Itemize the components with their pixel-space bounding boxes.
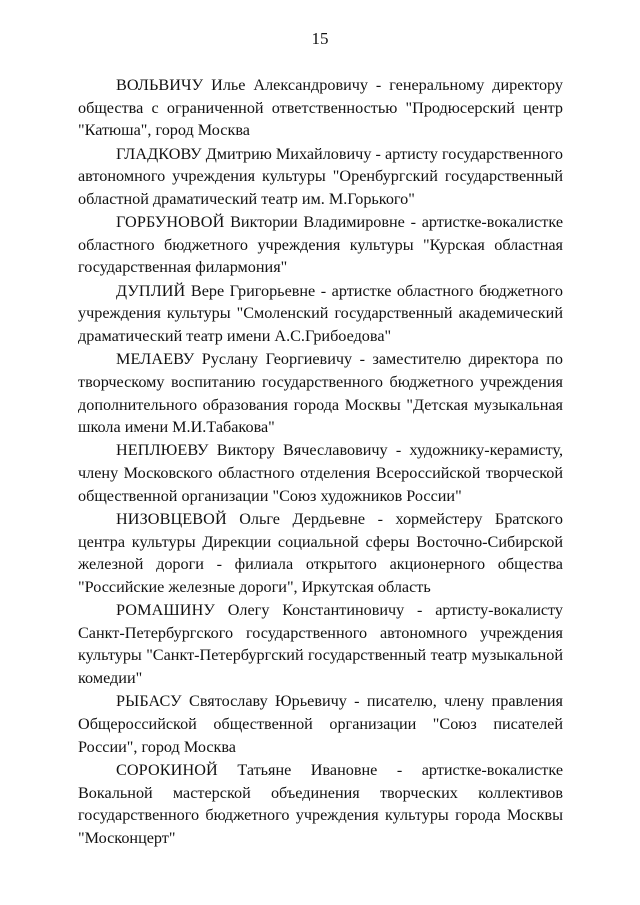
- recipient-details: Дмитрию Михайловичу - артисту государственного автономного учреждения культуры "Оренбургский государственный областной драматический театр им. М.Горького": [78, 144, 563, 208]
- recipient-surname: ГОРБУНОВОЙ: [116, 213, 225, 232]
- recipient-surname: МЕЛАЕВУ: [116, 350, 195, 369]
- recipient-details: Святославу Юрьевичу - писателю, члену правления Общероссийской общественной организации "Союз писателей России", город Москва: [78, 692, 563, 756]
- award-entry: [78, 599, 563, 689]
- award-entry: [78, 74, 563, 142]
- recipient-surname: СОРОКИНОЙ: [116, 760, 218, 779]
- award-entry: [78, 690, 563, 758]
- recipient-details: Олегу Константиновичу - артисту-вокалисту Санкт-Петербургского государственного автономного учреждения культуры "Санкт-Петербургский государственный театр музыкальной комедии": [78, 601, 564, 688]
- recipient-details: Ольге Дердьевне - хормейстеру Братского центра культуры Дирекции социальной сферы Восточно-Сибирской железной дороги - филиала открытого акционерного общества "Российские железные дороги", Иркутская область: [78, 510, 563, 596]
- recipient-surname: НЕПЛЮЕВУ: [116, 441, 209, 460]
- recipient-surname: РЫБАСУ: [116, 692, 182, 711]
- recipient-surname: РОМАШИНУ: [116, 601, 215, 620]
- recipient-surname: ДУПЛИЙ: [116, 281, 186, 300]
- award-entry: [78, 439, 563, 507]
- page-number: 15: [311, 29, 329, 48]
- recipient-details: Виктору Вячеславовичу - художнику-керамисту, члену Московского областного отделения Всероссийской творческой общественной организации "Союз художников России": [78, 441, 563, 505]
- recipient-details: Татьяне Ивановне - артистке-вокалистке Вокальной мастерской объединения творческих коллективов государственного бюджетного учреждения культуры города Москвы "Москонцерт": [78, 760, 564, 847]
- recipient-surname: НИЗОВЦЕВОЙ: [116, 510, 227, 529]
- recipient-details: Илье Александровичу - генеральному директору общества с ограниченной ответственностью "Продюсерский центр "Катюша", город Москва: [78, 76, 564, 140]
- award-entry: [78, 211, 563, 279]
- recipient-details: Вере Григорьевне - артистке областного бюджетного учреждения культуры "Смоленский государственный академический драматический театр имени А.С.Грибоедова": [78, 281, 564, 345]
- award-list: [78, 74, 563, 849]
- recipient-details: Виктории Владимировне - артистке-вокалистке областного бюджетного учреждения культуры "Курская областная государственная филармония": [78, 213, 564, 277]
- recipient-details: Руслану Георгиевичу - заместителю директора по творческому воспитанию государственного бюджетного учреждения дополнительного образования города Москвы "Детская музыкальная школа имени М.И.Табакова": [78, 350, 564, 437]
- recipient-surname: ГЛАДКОВУ: [116, 144, 202, 163]
- award-entry: [78, 348, 563, 438]
- award-entry: [78, 280, 563, 348]
- award-entry: [78, 508, 563, 598]
- award-entry: [78, 143, 563, 211]
- recipient-surname: ВОЛЬВИЧУ: [116, 76, 204, 94]
- award-entry: [78, 759, 563, 849]
